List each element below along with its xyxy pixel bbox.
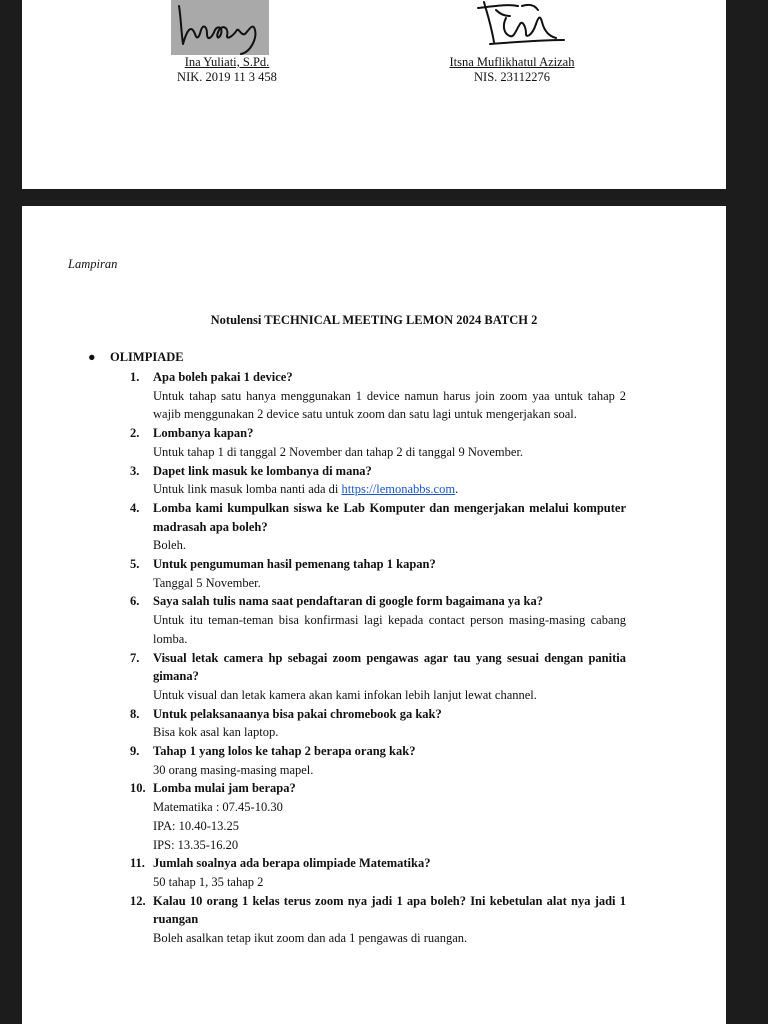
item-number: 6. xyxy=(130,594,140,609)
item-number: 9. xyxy=(130,744,140,759)
answer-suffix: . xyxy=(455,482,459,497)
current-page xyxy=(22,206,726,1024)
signature-image-right xyxy=(456,0,566,52)
answer-text: Untuk itu teman-teman bisa konfirmasi lagi kepada contact person masing-masing cabang lomba. xyxy=(153,613,626,646)
list-item xyxy=(130,742,626,779)
question-text: Saya salah tulis nama saat pendaftaran di google form bagaimana ya ka? xyxy=(153,594,543,609)
item-body xyxy=(153,424,626,461)
item-number: 4. xyxy=(130,500,140,515)
signatory-id: NIS. 23112276 xyxy=(474,70,550,84)
question-text: Apa boleh pakai 1 device? xyxy=(153,370,293,384)
answer-text: Boleh asalkan tetap ikut zoom dan ada 1 pengawas di ruangan. xyxy=(153,931,468,946)
list-item xyxy=(130,649,626,705)
item-number: 11. xyxy=(130,856,145,871)
answer-text: Untuk tahap satu hanya menggunakan 1 device namun harus join zoom yaa untuk tahap 2 wajib menggunakan 2 device satu untuk zoom dan satu lagi untuk mengerjakan soal. xyxy=(153,388,626,422)
question-text: Dapet link masuk ke lombanya di mana? xyxy=(153,463,372,478)
item-number: 7. xyxy=(130,650,140,665)
answer-prefix: Untuk link masuk lomba nanti ada di xyxy=(153,482,342,497)
list-item xyxy=(130,779,626,854)
list-item xyxy=(130,555,626,592)
answer-text: IPS: 13.35-16.20 xyxy=(153,837,239,852)
answer-text: Untuk visual dan letak kamera akan kami infokan lebih lanjut lewat channel. xyxy=(153,687,537,702)
question-text: Lomba kami kumpulkan siswa ke Lab Komputer dan mengerjakan melalui komputer madrasah apa boleh? xyxy=(153,500,626,534)
signatory-name: Ina Yuliati, S.Pd. xyxy=(184,55,270,69)
list-item xyxy=(130,705,626,742)
signatory-id: NIK. 2019 11 3 458 xyxy=(177,70,277,84)
question-text: Tahap 1 yang lolos ke tahap 2 berapa orang kak? xyxy=(153,744,416,759)
item-body xyxy=(153,854,626,891)
item-number: 2. xyxy=(130,426,140,441)
item-body xyxy=(153,779,626,854)
list-item xyxy=(130,854,626,891)
list-item xyxy=(130,368,626,424)
item-body xyxy=(153,705,626,742)
answer-text: 50 tahap 1, 35 tahap 2 xyxy=(153,874,264,889)
item-body xyxy=(153,368,626,424)
item-body xyxy=(153,555,626,592)
item-body xyxy=(153,462,626,499)
signatory-name: Itsna Muflikhatul Azizah xyxy=(449,55,575,69)
answer-text: Tanggal 5 November. xyxy=(153,575,261,590)
item-body xyxy=(153,892,626,948)
question-text: Lomba mulai jam berapa? xyxy=(153,781,296,796)
answer-text: IPA: 10.40-13.25 xyxy=(153,818,240,833)
list-item xyxy=(130,892,626,948)
bullet-icon: ● xyxy=(88,350,96,364)
section-label: OLIMPIADE xyxy=(110,350,184,364)
question-text: Kalau 10 orang 1 kelas terus zoom nya jadi 1 apa boleh? Ini kebetulan alat nya jadi 1 ruangan xyxy=(153,893,626,927)
lemon-link[interactable]: https://lemonabbs.com xyxy=(341,482,456,497)
section-heading xyxy=(88,350,184,365)
item-body xyxy=(153,592,626,648)
item-body xyxy=(153,499,626,555)
list-item xyxy=(130,424,626,461)
question-text: Untuk pengumuman hasil pemenang tahap 1 kapan? xyxy=(153,557,436,572)
answer-text: Untuk tahap 1 di tanggal 2 November dan tahap 2 di tanggal 9 November. xyxy=(153,444,524,459)
item-number: 3. xyxy=(130,463,140,478)
answer-text: Matematika : 07.45-10.30 xyxy=(153,800,283,815)
signature-block-right xyxy=(422,55,602,85)
document-title: Notulensi TECHNICAL MEETING LEMON 2024 BATCH 2 xyxy=(210,313,538,327)
question-text: Untuk pelaksanaanya bisa pakai chromebook ga kak? xyxy=(153,706,442,721)
answer-text xyxy=(153,480,626,499)
signature-image-left xyxy=(171,0,269,55)
item-body xyxy=(153,649,626,705)
qa-list xyxy=(130,368,626,948)
item-number: 12. xyxy=(130,893,146,908)
list-item xyxy=(130,592,626,648)
previous-page xyxy=(22,0,726,189)
signature-block-left xyxy=(132,55,322,85)
answer-text: 30 orang masing-masing mapel. xyxy=(153,762,314,777)
question-text: Lombanya kapan? xyxy=(153,426,254,441)
answer-text: Boleh. xyxy=(153,538,186,553)
list-item xyxy=(130,499,626,555)
item-number: 5. xyxy=(130,557,140,572)
question-text: Visual letak camera hp sebagai zoom pengawas agar tau yang sesuai dengan panitia gimana? xyxy=(153,650,626,684)
item-number: 1. xyxy=(130,370,140,384)
item-number: 8. xyxy=(130,706,140,721)
item-number: 10. xyxy=(130,781,146,796)
answer-text: Bisa kok asal kan laptop. xyxy=(153,725,279,740)
question-text: Jumlah soalnya ada berapa olimpiade Matematika? xyxy=(153,856,431,871)
item-body xyxy=(153,742,626,779)
lampiran-label: Lampiran xyxy=(68,257,118,271)
list-item xyxy=(130,462,626,499)
